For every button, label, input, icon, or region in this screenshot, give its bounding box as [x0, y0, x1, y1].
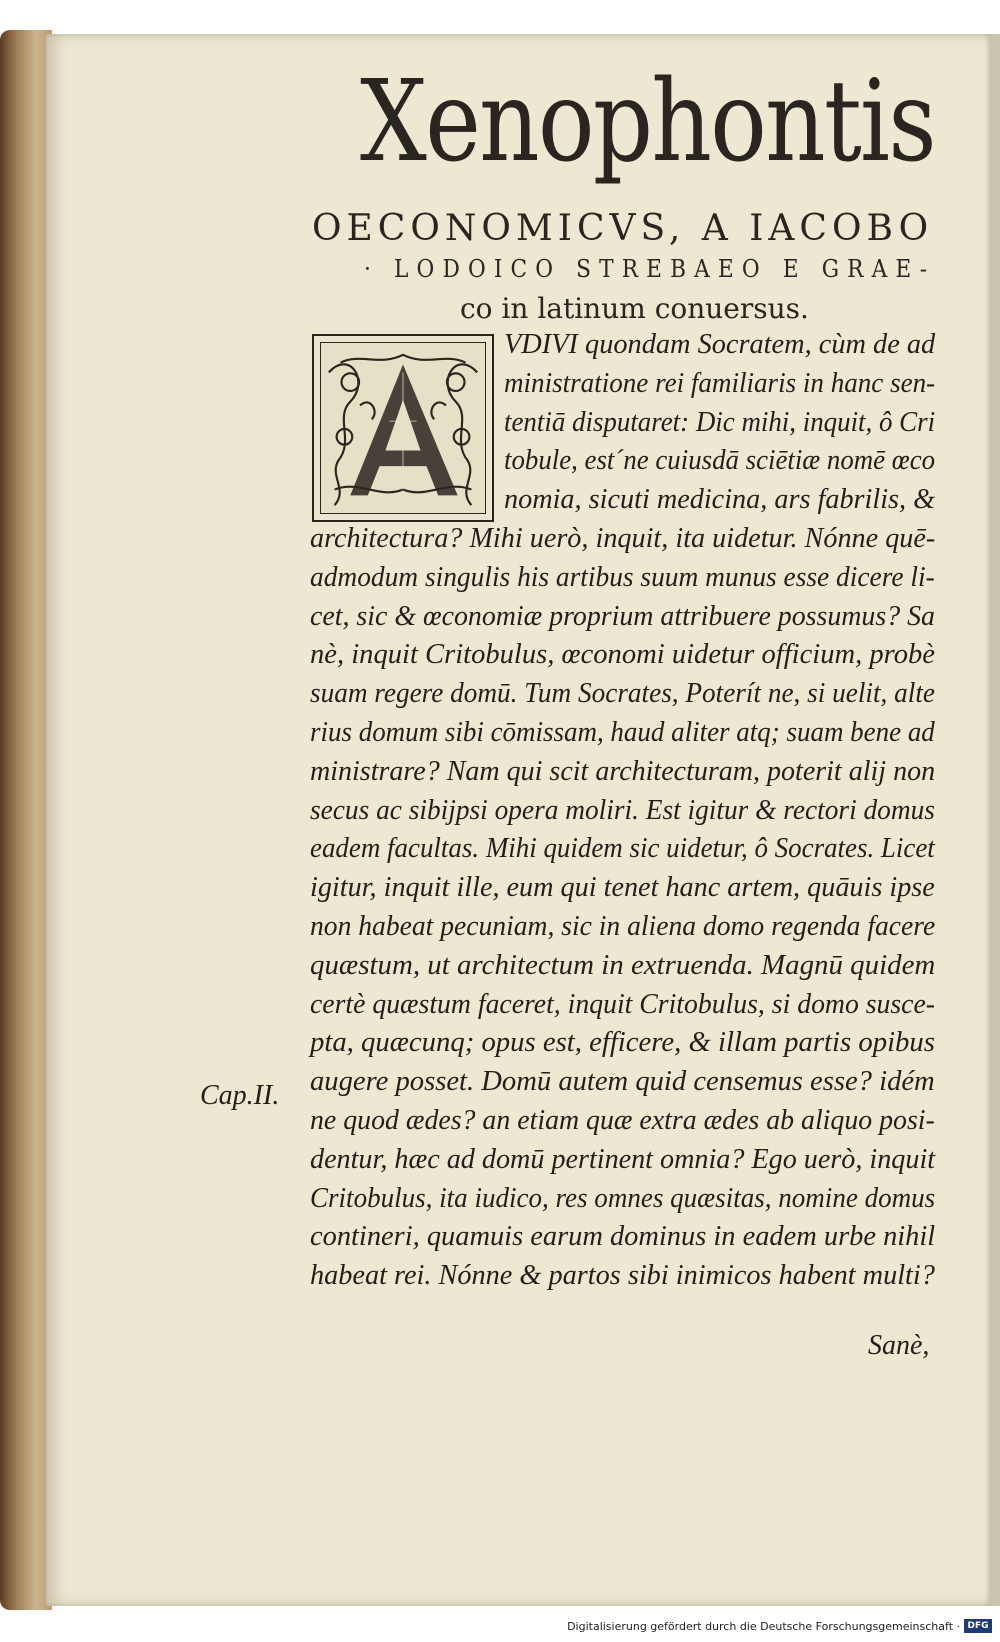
body-line: habeat rei. Nónne & partos sibi inimicos habent multi?	[310, 1259, 935, 1292]
body-line: admodum singulis his artibus suum munus esse dicere li-	[310, 560, 935, 593]
body-line: VDIVI quondam Socratem, cùm de ad	[504, 328, 936, 360]
footer-credit: Digitalisierung gefördert durch die Deutsche Forschungsgemeinschaft ·	[567, 1620, 960, 1633]
subtitle-line-2: · LODOICO STREBAEO E GRAE-	[364, 255, 936, 283]
body-line: rius domum sibi cōmissam, haud aliter atq; suam bene ad	[310, 716, 935, 748]
body-line: pta, quæcunq; opus est, efficere, & illam partis opibus	[310, 1026, 935, 1059]
page-edge	[990, 34, 1000, 1606]
subtitle-line-1: OECONOMICVS, A IACOBO	[312, 208, 934, 249]
subtitle-line-3: co in latinum conuersus.	[460, 292, 809, 325]
body-line: ministrare? Nam qui scit architecturam, poterit alij non	[310, 754, 936, 787]
floral-initial-icon	[321, 343, 485, 513]
body-line: architectura? Mihi uerò, inquit, ita uidetur. Nónne quē-	[310, 522, 936, 554]
margin-note-chapter: Cap.II.	[200, 1080, 280, 1111]
body-line: tentiā disputaret: Dic mihi, inquit, ô Cri	[504, 405, 936, 438]
body-line: nomia, sicuti medicina, ars fabrilis, &	[504, 483, 936, 516]
body-line: tobule, est´ne cuiusdā sciētiæ nomē œco	[504, 444, 936, 477]
body-line: ne quod ædes? an etiam quæ extra ædes ab aliquo posi-	[310, 1104, 935, 1136]
body-line: dentur, hæc ad domū pertinent omnia? Ego uerò, inquit	[310, 1142, 936, 1175]
catchword: Sanè,	[868, 1330, 930, 1361]
body-line: augere posset. Domū autem quid censemus esse? idém	[310, 1065, 935, 1098]
body-line: eadem facultas. Mihi quidem sic uidetur, ô Socrates. Licet	[310, 832, 935, 865]
dfg-logo-icon: DFG	[964, 1619, 992, 1633]
body-line: secus ac sibijpsi opera moliri. Est igitur & rectori domus	[310, 793, 935, 826]
body-line: contineri, quamuis earum dominus in eadem urbe nihil	[310, 1220, 936, 1253]
body-line: quæstum, ut architectum in extruenda. Magnū quidem	[310, 948, 936, 981]
body-line: non habeat pecuniam, sic in aliena domo regenda facere	[310, 910, 936, 942]
body-line: suam regere domū. Tum Socrates, Poterít ne, si uelit, alte	[310, 677, 935, 710]
body-line: nè, inquit Critobulus, œconomi uidetur officium, probè	[310, 638, 935, 671]
book-spine	[0, 30, 52, 1610]
page-title: Xenophontis	[360, 57, 935, 187]
footer-bar	[0, 1612, 1000, 1642]
body-line: Critobulus, ita iudico, res omnes quæsitas, nomine domus	[310, 1181, 936, 1214]
body-line: cet, sic & œconomiæ proprium attribuere possumus? Sa	[310, 599, 935, 632]
body-line: ministratione rei familiaris in hanc sen-	[504, 366, 936, 399]
initial-frame	[320, 342, 486, 514]
body-line: certè quæstum faceret, inquit Critobulus, si domo susce-	[310, 987, 936, 1020]
body-line: igitur, inquit ille, eum qui tenet hanc artem, quāuis ipse	[310, 871, 935, 904]
decorated-initial	[312, 334, 494, 522]
